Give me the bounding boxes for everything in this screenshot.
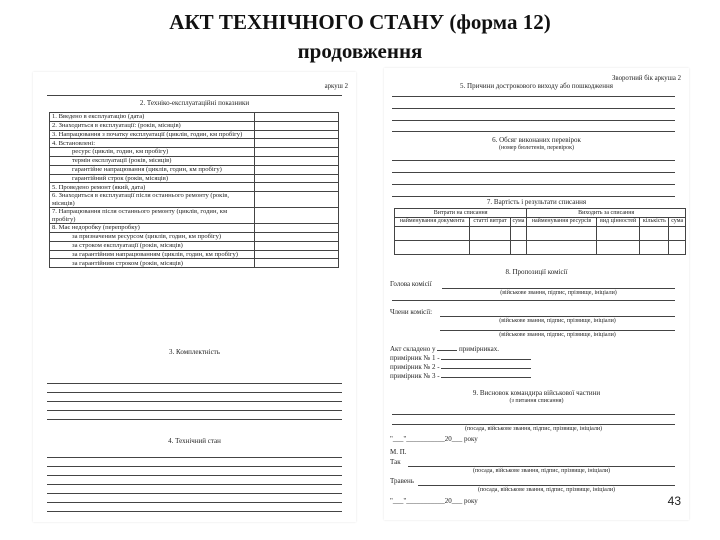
indicator-value: [255, 165, 339, 174]
section-8-title: 8. Пропозиції комісії: [505, 268, 568, 276]
rank-caption: (військове звання, підпис, прізвище, ініціали): [500, 290, 617, 296]
col-header: вид цінностей: [596, 217, 640, 226]
table-row: [50, 113, 339, 122]
yes-label: Так: [390, 458, 401, 466]
yield-group-header: Виходить за списання: [527, 209, 686, 218]
section-6-subtitle: (номер бюлетенів, перевірок): [498, 145, 575, 151]
form-sheet-left: [33, 72, 356, 522]
section-9-subtitle: (з питання списання): [509, 398, 564, 404]
page-marker-back: Зворотний бік аркуша 2: [612, 75, 681, 82]
stamp-label: М. П.: [390, 448, 407, 456]
table-row: [50, 208, 339, 224]
indicator-value: [255, 241, 339, 250]
indicator-value: [255, 156, 339, 165]
table-row: [50, 250, 339, 259]
date-line-2: "___"___________20___ року: [390, 497, 478, 505]
indicator-label: 2. Знаходиться в експлуатації: (років, місяців): [50, 121, 255, 130]
indicator-value: [255, 113, 339, 122]
indicator-label: 3. Напрацювання з початку експлуатації (циклів, годин, км пробігу): [50, 130, 255, 139]
indicator-value: [255, 259, 339, 268]
position-caption: (посада, військове звання, підпис, прізвище, ініціали): [464, 426, 603, 432]
rank-caption: (військове звання, підпис, прізвище, ініціали): [499, 332, 616, 338]
indicator-value: [255, 224, 339, 233]
indicator-label: гарантійний строк (років, місяців): [50, 174, 255, 183]
indicator-value: [255, 208, 339, 224]
approved-label: Травень: [390, 477, 414, 485]
indicator-value: [255, 121, 339, 130]
section-6-title: 6. Обсяг виконаних перевірок: [492, 136, 581, 144]
form-sheet-right: [384, 68, 689, 520]
copies-word: примірниках.: [458, 345, 499, 353]
section-9-title: 9. Висновок командира військової частини: [472, 389, 601, 397]
date-line: "___"___________20___ року: [390, 435, 478, 443]
cost-group-header: Витрати на списання: [395, 209, 527, 218]
indicator-value: [255, 174, 339, 183]
col-header: найменування документа: [395, 217, 470, 226]
indicator-label: 1. Введено в експлуатацію (дата): [50, 113, 255, 122]
col-header: кількість: [640, 217, 669, 226]
commission-head-label: Голова комісії: [390, 280, 432, 288]
section-3-title: 3. Комплектність: [169, 348, 220, 356]
table-row: [50, 121, 339, 130]
table-row: [50, 174, 339, 183]
slide-title: [0, 8, 720, 66]
rank-caption: (військове звання, підпис, прізвище, ініціали): [499, 318, 616, 324]
indicator-value: [255, 148, 339, 157]
indicator-label: ресурс (циклів, годин, км пробігу): [50, 148, 255, 157]
indicator-value: [255, 232, 339, 241]
indicator-value: [255, 250, 339, 259]
indicator-label: 6. Знаходиться в експлуатації після останнього ремонту (років, місяців): [50, 192, 255, 208]
indicator-label: за строком експлуатації (років, місяців): [50, 241, 255, 250]
copy-2: примірник № 2 -: [390, 361, 531, 372]
section-7-title: 7. Вартість і результати списання: [486, 198, 587, 206]
table-row: [50, 148, 339, 157]
copy-3: примірник № 3 -: [390, 370, 531, 381]
indicator-value: [255, 192, 339, 208]
cost-table: [394, 208, 686, 255]
col-header: найменування ресурсів: [527, 217, 597, 226]
indicator-label: за призначеним ресурсом (циклів, годин, км пробігу): [50, 232, 255, 241]
indicator-label: термін експлуатації (років, місяців): [50, 156, 255, 165]
page-number: 43: [667, 494, 681, 508]
table-row: [50, 241, 339, 250]
table-row: [50, 156, 339, 165]
title-line-2: продовження: [297, 39, 423, 63]
divider: [47, 95, 342, 96]
position-caption-3: (посада, військове звання, підпис, прізвище, ініціали): [477, 487, 616, 493]
section-5-title: 5. Причини дострокового виходу або пошкодження: [460, 82, 613, 90]
indicator-label: 5. Проведено ремонт (який, дата): [50, 183, 255, 192]
members-label: Члени комісії:: [390, 308, 433, 316]
indicator-value: [255, 183, 339, 192]
table-row: [50, 259, 339, 268]
indicator-label: за гарантійним строком (років, місяців): [50, 259, 255, 268]
table-row: [50, 232, 339, 241]
section-4-title: 4. Технічний стан: [168, 437, 221, 445]
table-row: [50, 130, 339, 139]
position-caption-2: (посада, військове звання, підпис, прізвище, ініціали): [472, 468, 611, 474]
table-row: [50, 165, 339, 174]
col-header: статті витрат: [470, 217, 510, 226]
table-row: [50, 183, 339, 192]
copy-1: примірник № 1 -: [390, 352, 531, 363]
indicator-label: 7. Напрацювання після останнього ремонту (циклів, годин, км пробігу): [50, 208, 255, 224]
table-row: [50, 139, 339, 148]
indicator-label: за гарантійним напрацюванням (циклів, годин, км пробігу): [50, 250, 255, 259]
section-2-title: 2. Технiко-експлуатаційні показники: [139, 99, 250, 107]
indicator-value: [255, 130, 339, 139]
indicator-label: 8. Має недоробку (перепробку): [50, 224, 255, 233]
indicator-label: 4. Встановлені:: [50, 139, 255, 148]
table-row: [50, 192, 339, 208]
col-header: сума: [669, 217, 686, 226]
indicator-label: гарантійне напрацювання (циклів, годин, км пробігу): [50, 165, 255, 174]
page-marker: аркуш 2: [324, 83, 348, 90]
act-composed-label: Акт складено у: [390, 345, 436, 353]
title-line-1: АКТ ТЕХНІЧНОГО СТАНУ (форма 12): [169, 10, 551, 34]
table-row: [50, 224, 339, 233]
indicators-table: [49, 112, 339, 268]
col-header: сума: [510, 217, 527, 226]
indicator-value: [255, 139, 339, 148]
